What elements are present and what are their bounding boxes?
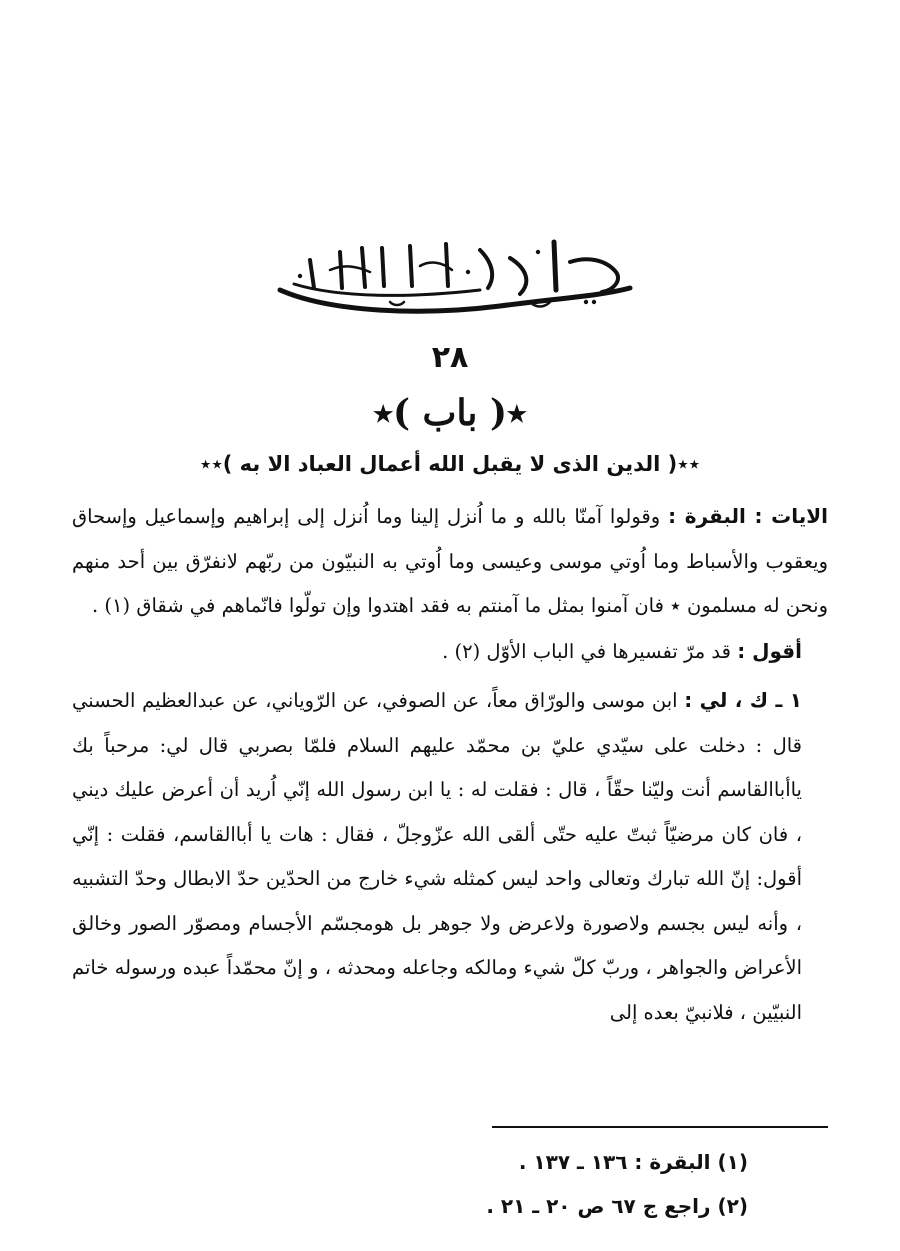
hadith-text: ابن موسى والورّاق معاً، عن الصوفي، عن الرّوياني، عن عبدالعظيم الحسني قال : دخلت على سيّدي عليّ بن محمّد عليهم السلام فلمّا بصربي قال لي: مرحباً بك ياأباالقاسم أنت وليّنا حقّاً ، قال : فقلت له : يا ابن رسول الله إنّي اُريد أن أعرض عليك ديني ، فان كان مرضيّاً ثبتّ عليه حتّى ألقى الله عزّوجلّ ، فقال : هات يا أباالقاسم، فقلت : إنّي أقول: إنّ الله تبارك وتعالى واحد ليس كمثله شيء خارج من الحدّين حدّ الابطال وحدّ التشبيه ، وأنه ليس بجسم ولاصورة ولاعرض ولا جوهر بل هومجسّم الأجسام ومصوّر الصور وخالق الأعراض والجواهر ، وربّ كلّ شيء ومالكه وجاعله ومحدثه ، و إنّ محمّداً عبده ورسوله خاتم النبيّين ، فلانبيّ بعده إلى	[72, 689, 802, 1024]
chapter-heading: ٭( باب )٭	[373, 392, 527, 434]
chapter-subtitle: ٭٭( الدين الذى لا يقبل الله أعمال العباد الا به )٭٭	[199, 452, 701, 476]
basmala-calligraphy	[270, 232, 640, 322]
aqul-paragraph	[72, 629, 828, 675]
footnote-1: (١) البقرة : ١٣٦ ـ ١٣٧ .	[518, 1150, 748, 1174]
ayat-text: وقولوا آمنّا بالله و ما اُنزل إلينا وما اُنزل إلى إبراهيم وإسماعيل وإسحاق ويعقوب والأسباط وما اُوتي موسى وعيسى وما اُوتي به النبيّون من ربّهم لانفرّق بين أحد منهم ونحن له مسلمون ٭ فان آمنوا بمثل ما آمنتم به فقد اهتدوا وإن تولّوا فانّماهم في شقاق (١) .	[72, 505, 828, 617]
ayat-lead: الايات : البقرة :	[668, 504, 829, 528]
hadith-paragraph	[72, 678, 828, 1035]
aqul-text: قد مرّ تفسيرها في الباب الأوّل (٢) .	[442, 639, 731, 663]
chapter-number: ٢٨	[431, 340, 469, 375]
hadith-lead: ١ ـ ك ، لي :	[684, 688, 802, 712]
footnote-divider	[492, 1126, 828, 1128]
footnotes	[228, 1140, 748, 1228]
ayat-paragraph	[72, 494, 828, 629]
basmala-calligraphy-icon	[270, 232, 640, 322]
body-text	[72, 494, 828, 1035]
footnote-2: (٢) راجع ج ٦٧ ص ٢٠ ـ ٢١ .	[486, 1194, 748, 1218]
aqul-lead: أقول :	[737, 638, 802, 663]
